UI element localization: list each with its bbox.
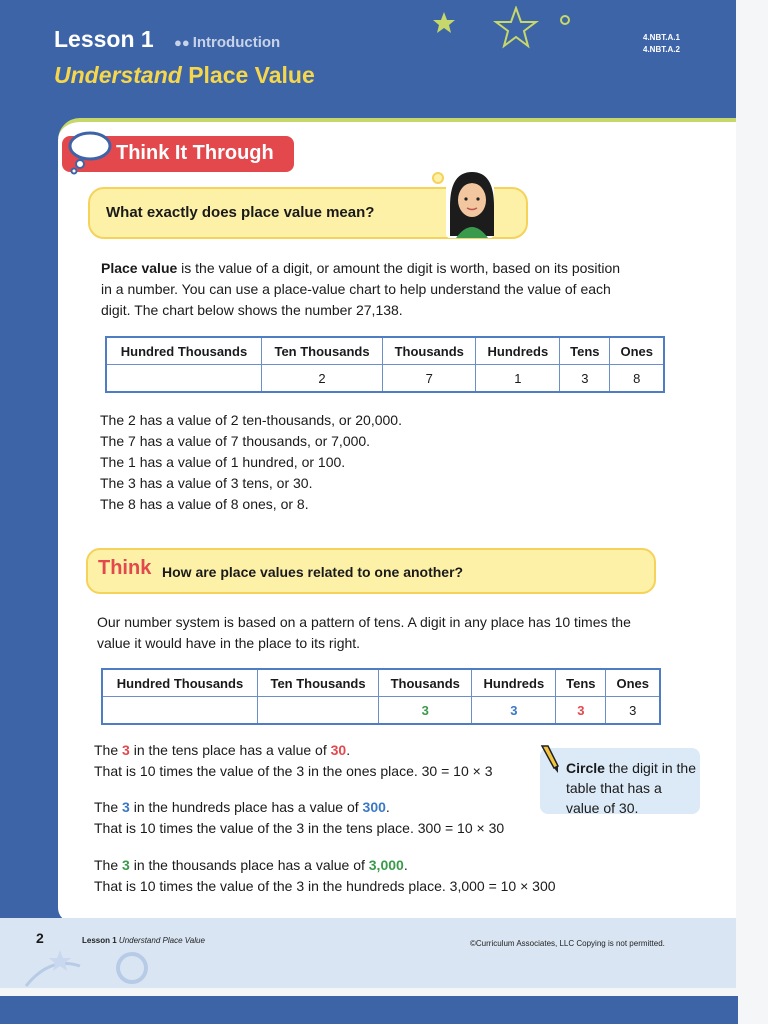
stars-decoration-icon [430, 6, 580, 54]
table-row [102, 697, 660, 725]
explanation-hundreds: The 3 in the hundreds place has a value of 300. That is 10 times the value of the 3 in the tens place. 300 = 10 × 30 [94, 799, 505, 836]
value-cell: 1 [476, 365, 560, 393]
list-item: The 2 has a value of 2 ten-thousands, or 20,000. [100, 412, 402, 428]
value-cell: 3 [472, 697, 556, 725]
question-bubble: What exactly does place value mean? [88, 187, 528, 239]
table-header-row [106, 337, 664, 365]
list-item: The 7 has a value of 7 thousands, or 7,000. [100, 433, 371, 449]
swirl-decoration-icon [20, 946, 160, 988]
student-avatar-icon [432, 166, 508, 238]
lesson-header [0, 0, 736, 118]
header-cell: Tens [560, 337, 610, 365]
table-header-row [102, 669, 660, 697]
header-cell: Hundred Thousands [106, 337, 261, 365]
value-cell: 2 [261, 365, 382, 393]
header-cell: Hundred Thousands [102, 669, 257, 697]
header-cell: Ten Thousands [261, 337, 382, 365]
value-cell: 3 [556, 697, 606, 725]
circle-task-note: Circle the digit in the table that has a value of 30. [540, 748, 700, 814]
place-value-definition: Place value is the value of a digit, or amount the digit is worth, based on its position in a number. You can use a place-value chart to help understand the value of each digit. The chart below shows the number 27,138. [101, 260, 621, 318]
digit-values-list [100, 410, 402, 515]
standards-codes: 4.NBT.A.1 4.NBT.A.2 [643, 33, 680, 54]
page-number: 2 [36, 930, 44, 946]
header-cell: Thousands [379, 669, 472, 697]
value-cell: 8 [610, 365, 664, 393]
header-cell: Hundreds [476, 337, 560, 365]
people-icon: ●● [174, 35, 190, 50]
place-value-chart-1 [105, 336, 665, 393]
thought-cloud-icon [66, 128, 114, 176]
footer-lesson: Lesson 1 Understand Place Value [82, 936, 205, 945]
value-cell [102, 697, 257, 725]
header-cell: Hundreds [472, 669, 556, 697]
header-cell: Tens [556, 669, 606, 697]
value-cell: 3 [606, 697, 660, 725]
place-value-chart-2 [101, 668, 661, 725]
list-item: The 8 has a value of 8 ones, or 8. [100, 496, 309, 512]
value-cell [257, 697, 378, 725]
pencil-icon [538, 744, 560, 774]
lesson-title: Understand Place Value [54, 62, 315, 88]
list-item: The 3 has a value of 3 tens, or 30. [100, 475, 313, 491]
explanation-thousands: The 3 in the thousands place has a value of 3,000. That is 10 times the value of the 3 in the hundreds place. 3,000 = 10 × 300 [94, 857, 556, 894]
header-cell: Ones [606, 669, 660, 697]
bottom-bar [0, 996, 738, 1024]
think-it-through-banner: Think It Through [62, 136, 294, 172]
lesson-number: Lesson 1 [54, 26, 154, 52]
header-cell: Thousands [383, 337, 476, 365]
value-cell [106, 365, 261, 393]
pattern-of-tens-paragraph: Our number system is based on a pattern of tens. A digit in any place has 10 times the value it would have in the place to its right. [97, 614, 631, 651]
value-cell: 7 [383, 365, 476, 393]
header-cell: Ones [610, 337, 664, 365]
list-item: The 1 has a value of 1 hundred, or 100. [100, 454, 346, 470]
think-question-bar: Think How are place values related to one another? [86, 548, 656, 594]
introduction-label: ●● Introduction [174, 34, 281, 51]
value-cell: 3 [379, 697, 472, 725]
header-cell: Ten Thousands [257, 669, 378, 697]
table-row [106, 365, 664, 393]
copyright: ©Curriculum Associates, LLC Copying is not permitted. [470, 939, 665, 948]
value-cell: 3 [560, 365, 610, 393]
explanation-tens: The 3 in the tens place has a value of 30. That is 10 times the value of the 3 in the ones place. 30 = 10 × 3 [94, 742, 493, 779]
